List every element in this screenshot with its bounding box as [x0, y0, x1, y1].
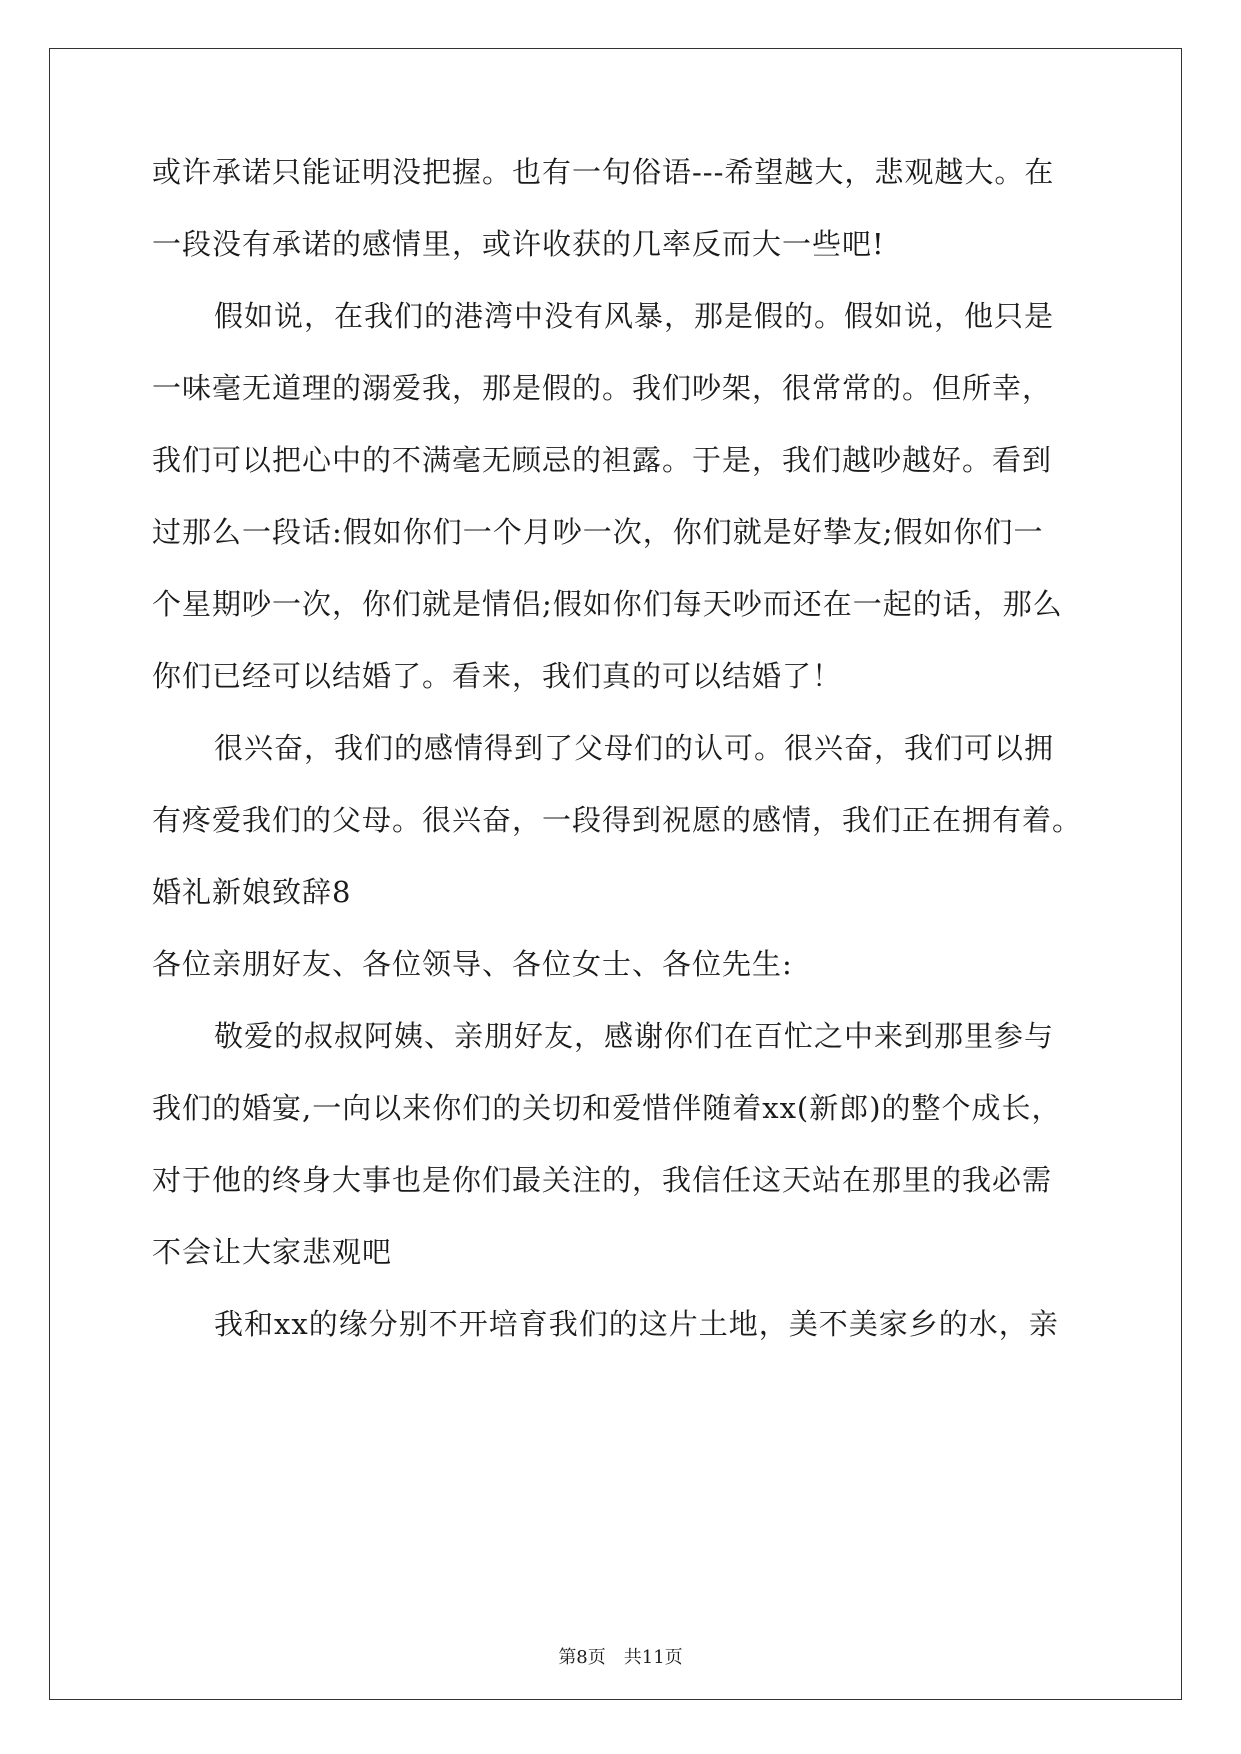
page-number-footer: 第8页 共11页 [558, 1647, 683, 1668]
text-line: 或许承诺只能证明没把握。也有一句俗语---希望越大，悲观越大。在 [152, 155, 1055, 189]
text-line: 不会让大家悲观吧 [152, 1235, 393, 1269]
text-line: 对于他的终身大事也是你们最关注的，我信任这天站在那里的我必需 [152, 1163, 1053, 1197]
section-heading: 婚礼新娘致辞8 [152, 875, 352, 909]
paragraph-start-line: 我和xx的缘分别不开培育我们的这片土地，美不美家乡的水，亲 [214, 1307, 1059, 1341]
text-line: 有疼爱我们的父母。很兴奋，一段得到祝愿的感情，我们正在拥有着。 [152, 803, 1083, 837]
paragraph-start-line: 假如说，在我们的港湾中没有风暴，那是假的。假如说，他只是 [214, 299, 1055, 333]
paragraph-start-line: 敬爱的叔叔阿姨、亲朋好友，感谢你们在百忙之中来到那里参与 [214, 1019, 1055, 1053]
text-line: 我们的婚宴,一向以来你们的关切和爱惜伴随着xx(新郎)的整个成长， [152, 1091, 1062, 1125]
text-line: 一味毫无道理的溺爱我，那是假的。我们吵架，很常常的。但所幸， [152, 371, 1053, 405]
text-line: 我们可以把心中的不满毫无顾忌的袒露。于是，我们越吵越好。看到 [152, 443, 1053, 477]
salutation-line: 各位亲朋好友、各位领导、各位女士、各位先生: [152, 947, 793, 981]
paragraph-start-line: 很兴奋，我们的感情得到了父母们的认可。很兴奋，我们可以拥 [214, 731, 1055, 765]
text-line: 一段没有承诺的感情里，或许收获的几率反而大一些吧! [152, 227, 885, 261]
text-line: 过那么一段话:假如你们一个月吵一次，你们就是好挚友;假如你们一 [152, 515, 1044, 549]
text-line: 你们已经可以结婚了。看来，我们真的可以结婚了！ [152, 659, 843, 693]
text-line: 个星期吵一次，你们就是情侣;假如你们每天吵而还在一起的话，那么 [152, 587, 1063, 621]
